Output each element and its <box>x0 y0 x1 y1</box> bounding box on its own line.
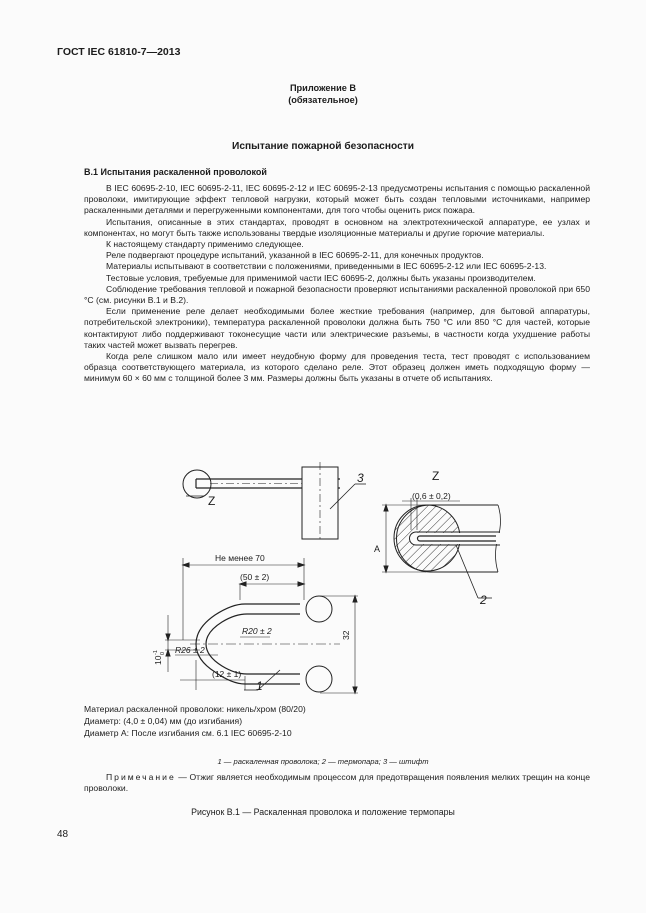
document-title: Испытание пожарной безопасности <box>232 141 414 152</box>
note-text: — Отжиг является необходимым процессом для предотвращения появления мелких трещин на конце проволоки. <box>84 772 590 794</box>
radius-26-dimension: R26 ± 2 <box>175 645 205 655</box>
gap-dimension: (0,6 ± 0,2) <box>412 491 451 501</box>
dim-10-lower-tolerance: 0 <box>160 651 166 655</box>
z-detail-label: Z <box>432 469 440 483</box>
paragraph: К настоящему стандарту применимо следующее. <box>106 239 304 250</box>
appendix-status: (обязательное) <box>288 95 358 105</box>
paragraph: Соблюдение требования тепловой и пожарной безопасности проверяют испытаниями раскаленной проволокой при 650 °С (см. рисунки В.1 и В.2). <box>84 283 590 306</box>
ref-1-label: 1 <box>256 679 263 693</box>
appendix-title: Приложение В <box>289 83 357 93</box>
radius-20-dimension: R20 ± 2 <box>242 626 272 636</box>
z-detail-circle <box>183 470 211 498</box>
ref-2-label: 2 <box>480 593 487 607</box>
paragraph: Тестовые условия, требуемые для применимой части IEC 60695-2, должны быть указаны производителем. <box>106 272 536 283</box>
note <box>84 772 590 794</box>
dim-a-label: A <box>374 544 381 554</box>
diameter-a-line: Диаметр А: После изгибания см. 6.1 IEC 60695-2-10 <box>84 728 292 738</box>
rod-top <box>306 596 332 622</box>
page-number: 48 <box>57 829 69 840</box>
ref-3-label: 3 <box>357 471 364 485</box>
dim-10-upper-tolerance: -1 <box>153 650 159 655</box>
wire-material-info <box>84 703 306 739</box>
paragraph: В IEC 60695-2-10, IEC 60695-2-11, IEC 60695-2-12 и IEC 60695-2-13 предусмотрены испытания с помощью раскаленной проволоки, имитирующие эффект тепловой нагрузки, который может быть создан тепловыми источниками, например раскаленными деталями и перегруженными компонентами, для того чтобы оценить риск пожара. <box>84 183 590 216</box>
dim-10-label: 10 <box>153 655 163 665</box>
note-label: Примечание <box>106 772 176 782</box>
z-callout-label: Z <box>208 494 216 508</box>
standard-header: ГОСТ IEC 61810-7—2013 <box>57 46 181 58</box>
paragraph: Испытания, описанные в этих стандартах, проводят в основном на электротехнической аппаратуре, ее узлах и компонентах, но могут быть также использованы твердые изоляционные материалы и другие горючие материалы. <box>84 216 590 238</box>
min-length-dimension: Не менее 70 <box>215 553 265 563</box>
dim-32-label: 32 <box>341 630 351 640</box>
paragraph: Когда реле слишком мало или имеет неудобную форму для проведения теста, тест проводят с использованием образца соответствующего материала, из которого сделано реле. Этот образец должен иметь подходящую форму — минимум 60 × 60 мм с толщиной более 3 мм. Размеры должны быть указаны в отчете об испытаниях. <box>84 351 590 384</box>
figure-caption: Рисунок В.1 — Раскаленная проволока и положение термопары <box>191 807 455 817</box>
paragraph: Материалы испытывают в соответствии с положениями, приведенными в IEC 60695-2-12 или IEC 60695-2-13. <box>106 261 547 272</box>
material-line: Материал раскаленной проволоки: никель/хром (80/20) <box>84 704 306 714</box>
figure-legend: 1 — раскаленная проволока; 2 — термопара; 3 — штифт <box>217 757 429 766</box>
section-heading: В.1 Испытания раскаленной проволокой <box>84 167 267 177</box>
diameter-line: Диаметр: (4,0 ± 0,04) мм (до изгибания) <box>84 716 243 726</box>
paragraph: Если применение реле делает необходимыми более жесткие требования (например, для бытовой аппаратуры, потребительской электроники), температура раскаленной проволоки должна быть 750 °С или 850 °С для частей, которые контактируют либо поддерживают токонесущие части или электрические разъемы, в частности когда ухудшение работы таких частей может вызвать перегрев. <box>84 306 590 350</box>
length-12-dimension: (12 ± 1) <box>212 669 242 679</box>
paragraph: Реле подвергают процедуре испытаний, указанной в IEC 60695-2-11, для конечных продуктов. <box>106 250 484 261</box>
rod-bottom <box>306 666 332 692</box>
length-50-dimension: (50 ± 2) <box>240 572 270 582</box>
